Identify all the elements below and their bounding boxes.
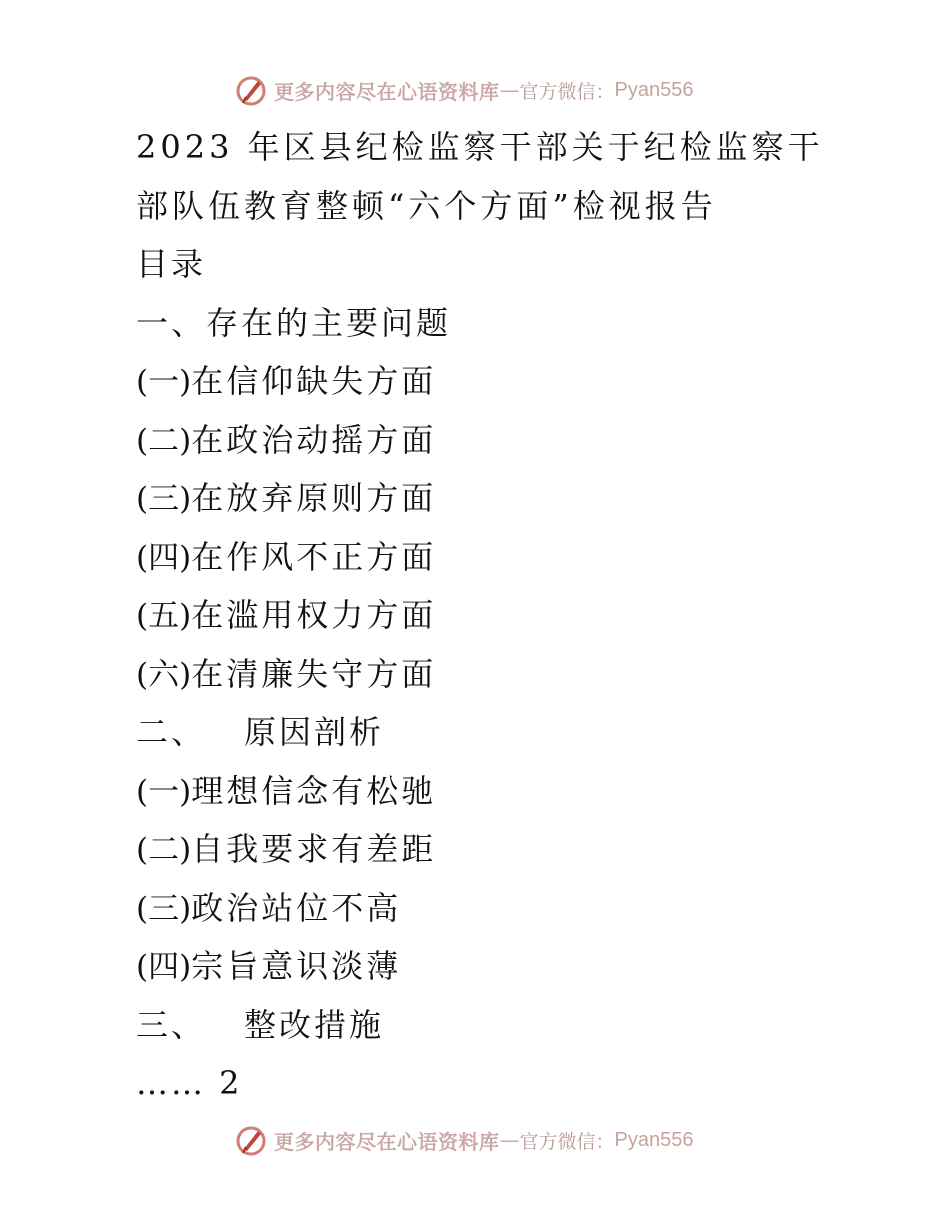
toc-heading: 目录 [136,245,207,283]
item-title: 政治站位不高 [191,888,402,927]
item-number: (一) [136,773,192,810]
item-number: (三) [136,481,192,517]
watermark-header [234,72,693,108]
toc-item [136,411,856,470]
watermark-wechat-id: Pyan556 [614,1128,694,1151]
item-number: (六) [136,656,192,693]
section-title: 原因剖析 [244,713,385,751]
watermark-wechat-label: 官方微信： [519,80,615,103]
toc-item [136,586,856,645]
item-title: 在信仰缺失方面 [191,362,437,400]
toc-item [136,762,856,821]
section-title: 存在的主要问题 [206,303,452,342]
section-number: 三、 [136,1005,207,1044]
toc-section-3 [136,996,856,1055]
toc-item [136,820,856,879]
item-title: 在滥用权力方面 [191,596,437,634]
quill-logo-icon [234,73,268,107]
item-number: (三) [136,890,192,927]
item-number: (四) [136,949,192,985]
document-title-line-1: 2023 年区县纪检监察干部关于纪检监察干 [136,128,824,166]
item-number: (二) [136,832,192,868]
section-number: 一、 [136,303,207,342]
section-title: 整改措施 [244,1005,385,1044]
toc-item [136,469,856,528]
item-title: 理想信念有松驰 [191,771,437,810]
watermark-wechat-id: Pyan556 [614,78,694,101]
item-title: 在放弃原则方面 [191,479,437,517]
item-number: (四) [136,539,192,576]
toc-item [136,879,856,938]
item-title: 在清廉失守方面 [191,654,437,693]
watermark-footer [234,1122,693,1158]
toc-section-2 [136,703,856,762]
item-title: 在作风不正方面 [191,537,437,576]
item-title: 宗旨意识淡薄 [191,947,402,985]
quill-logo-icon [234,1123,268,1157]
item-title: 在政治动摇方面 [191,420,437,459]
watermark-separator: — [499,1128,520,1152]
document-title-line-2: 部队伍教育整顿“六个方面”检视报告 [136,186,717,225]
watermark-main-text: 更多内容尽在心语资料库 [274,1129,500,1154]
watermark-separator: — [499,78,520,102]
item-number: (二) [136,422,192,459]
item-number: (五) [136,598,192,634]
toc-item [136,937,856,996]
page-continuation: …… 2 [136,1064,243,1102]
item-number: (一) [136,364,192,400]
watermark-wechat-label: 官方微信： [519,1130,615,1153]
watermark-main-text: 更多内容尽在心语资料库 [274,79,500,104]
item-title: 自我要求有差距 [191,830,437,868]
toc-section-1 [136,294,856,353]
toc-item [136,528,856,587]
toc-item [136,645,856,704]
toc-item [136,352,856,411]
document-body [136,118,856,1113]
section-number: 二、 [136,713,207,751]
